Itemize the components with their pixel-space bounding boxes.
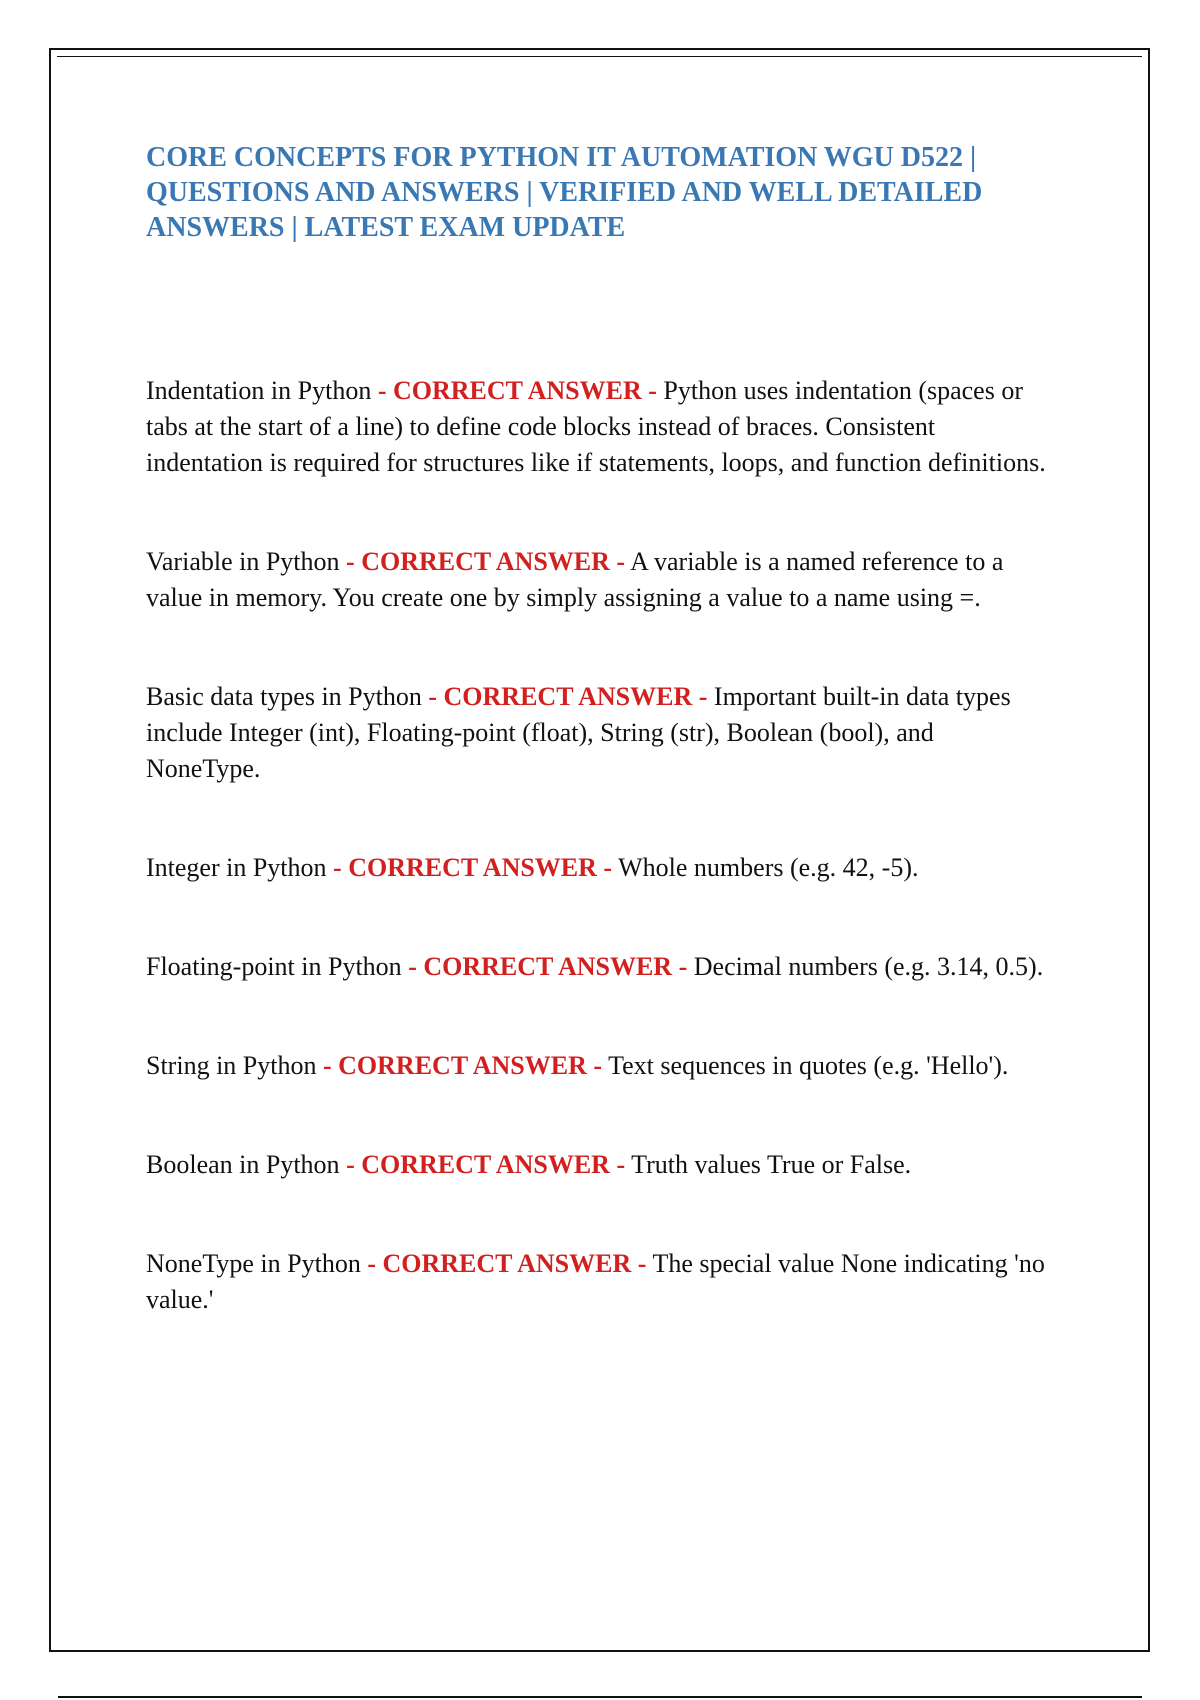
qa-answer: A variable is a named reference to a value in memory. You create one by simply assigning a value to a name using =.: [146, 547, 1004, 612]
qa-item: [146, 1147, 1046, 1183]
correct-answer-marker: - CORRECT ANSWER -: [408, 952, 688, 981]
qa-term: Integer in Python: [146, 853, 327, 882]
qa-list: [146, 373, 1046, 1318]
qa-item: [146, 679, 1046, 787]
qa-term: Boolean in Python: [146, 1150, 340, 1179]
correct-answer-marker: - CORRECT ANSWER -: [333, 853, 613, 882]
qa-item: [146, 850, 1046, 886]
qa-answer: Truth values True or False.: [631, 1150, 912, 1179]
qa-term: String in Python: [146, 1051, 317, 1080]
correct-answer-marker: - CORRECT ANSWER -: [428, 682, 708, 711]
qa-item: [146, 373, 1046, 481]
qa-term: Indentation in Python: [146, 376, 372, 405]
qa-answer: Python uses indentation (spaces or tabs at the start of a line) to define code blocks instead of braces. Consistent indentation is required for structures like if statements, loops, and function definitions.: [146, 376, 1046, 477]
qa-item: [146, 949, 1046, 985]
top-inner-rule: [57, 56, 1142, 57]
qa-term: Floating-point in Python: [146, 952, 402, 981]
correct-answer-marker: - CORRECT ANSWER -: [346, 547, 626, 576]
qa-item: [146, 1246, 1046, 1318]
qa-term: Variable in Python: [146, 547, 340, 576]
qa-answer: Important built-in data types include Integer (int), Floating-point (float), String (str), Boolean (bool), and NoneType.: [146, 682, 1011, 783]
qa-answer: Decimal numbers (e.g. 3.14, 0.5).: [693, 952, 1044, 981]
qa-item: [146, 544, 1046, 616]
qa-answer: The special value None indicating 'no value.': [146, 1249, 1045, 1314]
qa-term: NoneType in Python: [146, 1249, 361, 1278]
qa-item: [146, 1048, 1046, 1084]
correct-answer-marker: - CORRECT ANSWER -: [322, 1051, 603, 1080]
page-content: [146, 140, 1046, 1318]
qa-answer: Text sequences in quotes (e.g. 'Hello').: [608, 1051, 1009, 1080]
correct-answer-marker: - CORRECT ANSWER -: [377, 376, 657, 405]
qa-answer: Whole numbers (e.g. 42, -5).: [618, 853, 919, 882]
correct-answer-marker: - CORRECT ANSWER -: [367, 1249, 647, 1278]
qa-term: Basic data types in Python: [146, 682, 422, 711]
correct-answer-marker: - CORRECT ANSWER -: [346, 1150, 626, 1179]
bottom-rule: [58, 1696, 1142, 1698]
document-title: CORE CONCEPTS FOR PYTHON IT AUTOMATION WGU D522 | QUESTIONS AND ANSWERS | VERIFIED AND WELL DETAILED ANSWERS | LATEST EXAM UPDATE: [146, 142, 983, 243]
